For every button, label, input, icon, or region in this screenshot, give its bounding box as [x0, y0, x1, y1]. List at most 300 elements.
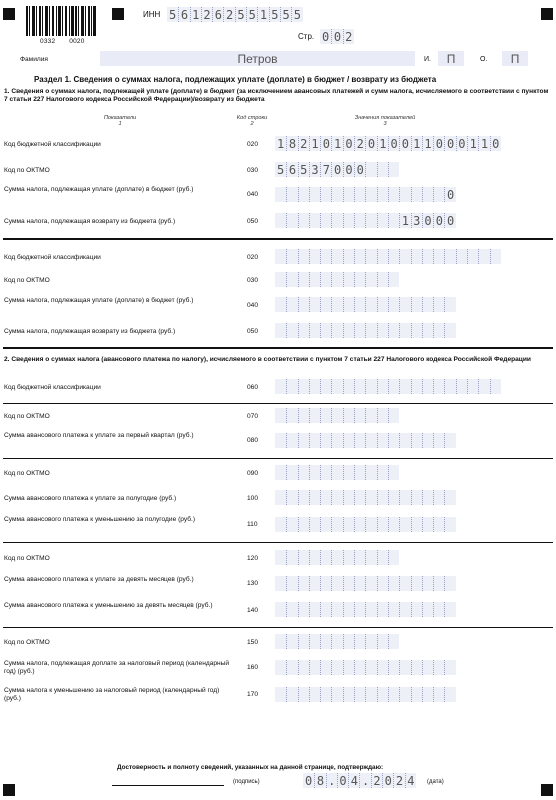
inn-field-cell: 5 — [169, 7, 177, 22]
tax-refund-field-2-cell — [331, 323, 342, 338]
s2-year-reduction-field-cell — [331, 687, 342, 702]
s2-oktmo-090-field-cell — [286, 465, 297, 480]
oktmo-field-cell — [365, 162, 376, 177]
s1b2-row-040-code: 040 — [247, 302, 259, 309]
s2-year-surcharge-field-cell — [286, 660, 297, 675]
section2-subtitle: 2. Сведения о суммах налога (авансового платежа по налогу), исчисляемого в соответствии с пунктом 7 статьи 227 Налогового кодекса Российской Федерации — [4, 356, 531, 363]
s2-9m-advance-field-cell — [433, 576, 444, 591]
s2-9m-advance-field-cell — [399, 576, 410, 591]
s2-row-090-code: 090 — [247, 470, 259, 477]
oktmo-field-2-cell — [354, 272, 365, 287]
oktmo-field[interactable] — [275, 162, 399, 177]
inn-field-cell: 5 — [246, 7, 257, 22]
s2-9m-advance-field-cell — [286, 576, 297, 591]
signature-line[interactable] — [112, 785, 224, 786]
surname-field[interactable]: Петров — [100, 51, 415, 66]
kbk-field-cell: 1 — [422, 136, 433, 151]
initial-i-field[interactable]: П — [438, 51, 464, 66]
tax-refund-field-2-cell — [365, 323, 376, 338]
s2-q1-advance-field-cell — [286, 433, 297, 448]
oktmo-field-cell — [377, 162, 388, 177]
tax-payable-field-cell — [275, 187, 286, 202]
s1b1-row-050-code: 050 — [247, 218, 259, 225]
s2-kbk-field-cell — [309, 379, 320, 394]
kbk-field-cell: 8 — [286, 136, 297, 151]
s2-oktmo-120-field-cell — [309, 550, 320, 565]
s2-oktmo-150-field-cell — [388, 634, 399, 649]
date-label: (дата) — [427, 779, 444, 785]
s2-oktmo-070-field-cell — [331, 408, 342, 423]
date-field[interactable] — [303, 773, 416, 788]
tax-refund-field-cell — [388, 213, 399, 228]
oktmo-field-2-cell — [309, 272, 320, 287]
tax-refund-field-2-cell — [444, 323, 455, 338]
s2-row-080-label: Сумма авансового платежа к уплате за первый квартал (руб.) — [4, 432, 194, 439]
s2-h1-reduction-field-cell — [377, 517, 388, 532]
s2-9m-reduction-field-cell — [298, 602, 309, 617]
s2-oktmo-070-field[interactable] — [275, 408, 399, 423]
s2-9m-advance-field-cell — [388, 576, 399, 591]
tax-refund-field-2-cell — [275, 323, 286, 338]
barcode-numbers — [40, 38, 99, 45]
date-field-cell: 0 — [337, 773, 348, 788]
s2-kbk-field-cell — [377, 379, 388, 394]
s2-h1-reduction-field-cell — [286, 517, 297, 532]
s2-9m-advance-field-cell — [377, 576, 388, 591]
s2-row-150-label: Код по ОКТМО — [4, 639, 50, 646]
col-header-line-code: Код строки 2 — [236, 115, 268, 127]
s2-year-surcharge-field-cell — [399, 660, 410, 675]
s2-kbk-field-cell — [422, 379, 433, 394]
kbk-field-2-cell — [365, 249, 376, 264]
tax-payable-field-2-cell — [309, 297, 320, 312]
s2-9m-advance-field-cell — [411, 576, 422, 591]
s2-oktmo-150-field-cell — [377, 634, 388, 649]
s2-h1-reduction-field[interactable] — [275, 517, 456, 532]
tax-refund-field-cell: 0 — [422, 213, 433, 228]
tax-refund-field-2-cell — [309, 323, 320, 338]
s2-oktmo-070-field-cell — [286, 408, 297, 423]
kbk-field-2-cell — [343, 249, 354, 264]
s2-row-140-code: 140 — [247, 607, 259, 614]
s2-9m-advance-field-cell — [365, 576, 376, 591]
s1b2-row-050-label: Сумма налога, подлежащая возврату из бюджета (руб.) — [4, 328, 176, 335]
tax-payable-field-cell — [388, 187, 399, 202]
tax-payable-field-2[interactable] — [275, 297, 456, 312]
tax-payable-field-2-cell — [422, 297, 433, 312]
s2-oktmo-150-field[interactable] — [275, 634, 399, 649]
s2-h1-reduction-field-cell — [422, 517, 433, 532]
s2-row-070-code: 070 — [247, 413, 259, 420]
s2-9m-reduction-field-cell — [365, 602, 376, 617]
s2-h1-reduction-field-cell — [399, 517, 410, 532]
s2-divider-4 — [3, 627, 553, 628]
s2-row-130-code: 130 — [247, 580, 259, 587]
tax-refund-field-cell — [320, 213, 331, 228]
s2-year-reduction-field[interactable] — [275, 687, 456, 702]
s2-h1-reduction-field-cell — [331, 517, 342, 532]
kbk-field-2-cell — [456, 249, 467, 264]
s2-row-140-label: Сумма авансового платежа к уменьшению за девять месяцев (руб.) — [4, 602, 213, 609]
kbk-field-2-cell — [320, 249, 331, 264]
s2-oktmo-090-field-cell — [320, 465, 331, 480]
s2-row-070-label: Код по ОКТМО — [4, 413, 50, 420]
s2-kbk-field-cell — [467, 379, 478, 394]
kbk-field-2-cell — [422, 249, 433, 264]
s2-year-reduction-field-cell — [444, 687, 455, 702]
s2-q1-advance-field-cell — [320, 433, 331, 448]
s2-oktmo-120-field-cell — [354, 550, 365, 565]
s2-kbk-field-cell — [354, 379, 365, 394]
s2-h1-advance-field-cell — [399, 490, 410, 505]
initial-i-label: И. — [424, 56, 431, 63]
barcode-right-number: 0020 — [69, 38, 85, 45]
s2-oktmo-090-field-cell — [365, 465, 376, 480]
kbk-field[interactable] — [275, 136, 501, 151]
s2-year-surcharge-field-cell — [320, 660, 331, 675]
oktmo-field-2-cell — [298, 272, 309, 287]
s2-year-surcharge-field-cell — [388, 660, 399, 675]
kbk-field-cell: 1 — [467, 136, 478, 151]
kbk-field-2[interactable] — [275, 249, 501, 264]
s2-9m-advance-field[interactable] — [275, 576, 456, 591]
s2-oktmo-090-field[interactable] — [275, 465, 399, 480]
tax-refund-field-2-cell — [411, 323, 422, 338]
tax-refund-field-cell — [309, 213, 320, 228]
s2-row-150-code: 150 — [247, 639, 259, 646]
kbk-field-cell: 2 — [354, 136, 365, 151]
kbk-field-cell: 1 — [331, 136, 342, 151]
section1-subtitle: 1. Сведения о суммах налога, подлежащей уплате (доплате) в бюджет (за исключением авансовых платежей и сумм налога, исчисляемого в соответствии с пунктом 7 статьи 227 Налогового кодекса Российской Федерации)/возврату из бюджета — [4, 88, 549, 103]
s2-row-080-code: 080 — [247, 437, 259, 444]
tax-payable-field-2-cell — [298, 297, 309, 312]
initial-o-label: О. — [480, 56, 488, 63]
s2-year-reduction-field-cell — [343, 687, 354, 702]
s2-year-reduction-field-cell — [377, 687, 388, 702]
kbk-field-2-cell — [388, 249, 399, 264]
s2-q1-advance-field-cell — [433, 433, 444, 448]
tax-payable-field-cell — [331, 187, 342, 202]
s2-kbk-field-cell — [286, 379, 297, 394]
s2-row-160-label: Сумма налога, подлежащая доплате за налоговый период (календарный год) (руб.) — [4, 660, 230, 675]
tax-payable-field-cell — [343, 187, 354, 202]
s1b2-row-020-code: 020 — [247, 254, 259, 261]
s2-oktmo-090-field-cell — [331, 465, 342, 480]
s2-oktmo-090-field-cell — [354, 465, 365, 480]
corner-marker-top-left — [3, 8, 15, 20]
tax-payable-field-cell — [377, 187, 388, 202]
tax-payable-field-cell — [399, 187, 410, 202]
corner-marker-bottom-right — [541, 784, 553, 796]
tax-refund-field-cell — [354, 213, 365, 228]
tax-payable-field-cell — [365, 187, 376, 202]
s2-oktmo-150-field-cell — [275, 634, 286, 649]
tax-refund-field-cell — [343, 213, 354, 228]
oktmo-field-cell: 3 — [309, 162, 320, 177]
s2-9m-reduction-field-cell — [411, 602, 422, 617]
kbk-field-cell: 0 — [388, 136, 399, 151]
s2-9m-reduction-field-cell — [275, 602, 286, 617]
date-field-cell: 0 — [382, 773, 393, 788]
tax-payable-field-2-cell — [365, 297, 376, 312]
s2-year-surcharge-field-cell — [377, 660, 388, 675]
s2-oktmo-090-field-cell — [298, 465, 309, 480]
s2-row-120-label: Код по ОКТМО — [4, 555, 50, 562]
s2-h1-advance-field-cell — [411, 490, 422, 505]
oktmo-field-cell: 6 — [286, 162, 297, 177]
tax-payable-field-2-cell — [275, 297, 286, 312]
s2-oktmo-090-field-cell — [343, 465, 354, 480]
s2-q1-advance-field-cell — [331, 433, 342, 448]
s2-divider-2 — [3, 458, 553, 459]
inn-field[interactable] — [167, 7, 303, 22]
oktmo-field-2-cell — [320, 272, 331, 287]
s2-year-reduction-field-cell — [298, 687, 309, 702]
s2-h1-advance-field-cell — [433, 490, 444, 505]
s2-q1-advance-field-cell — [275, 433, 286, 448]
oktmo-field-cell — [388, 162, 399, 177]
oktmo-field-cell: 0 — [331, 162, 342, 177]
tax-payable-field-2-cell — [320, 297, 331, 312]
s2-year-reduction-field-cell — [399, 687, 410, 702]
tax-payable-field-cell — [433, 187, 444, 202]
s2-divider-3 — [3, 542, 553, 543]
s2-oktmo-150-field-cell — [309, 634, 320, 649]
tax-refund-field-cell: 3 — [411, 213, 422, 228]
s2-row-060-label: Код бюджетной классификации — [4, 384, 101, 391]
s2-h1-reduction-field-cell — [433, 517, 444, 532]
page-number-field-cell: 0 — [322, 29, 330, 44]
s2-oktmo-070-field-cell — [354, 408, 365, 423]
s2-kbk-field[interactable] — [275, 379, 501, 394]
s1b1-row-030-label: Код по ОКТМО — [4, 167, 50, 174]
s2-row-130-label: Сумма авансового платежа к уплате за девять месяцев (руб.) — [4, 576, 194, 583]
s2-row-120-code: 120 — [247, 555, 259, 562]
s2-h1-advance-field-cell — [422, 490, 433, 505]
s2-kbk-field-cell — [411, 379, 422, 394]
s2-9m-reduction-field-cell — [444, 602, 455, 617]
s2-h1-reduction-field-cell — [320, 517, 331, 532]
s2-oktmo-150-field-cell — [331, 634, 342, 649]
s2-year-surcharge-field-cell — [422, 660, 433, 675]
tax-refund-field-cell — [286, 213, 297, 228]
s2-kbk-field-cell — [320, 379, 331, 394]
s1b2-row-030-code: 030 — [247, 277, 259, 284]
tax-refund-field-2-cell — [422, 323, 433, 338]
initial-o-field[interactable]: П — [502, 51, 528, 66]
kbk-field-cell: 1 — [411, 136, 422, 151]
s2-oktmo-120-field-cell — [365, 550, 376, 565]
kbk-field-2-cell — [478, 249, 489, 264]
s2-9m-advance-field-cell — [298, 576, 309, 591]
s2-oktmo-070-field-cell — [388, 408, 399, 423]
s2-oktmo-070-field-cell — [377, 408, 388, 423]
kbk-field-2-cell — [298, 249, 309, 264]
s2-oktmo-120-field-cell — [377, 550, 388, 565]
s2-h1-reduction-field-cell — [298, 517, 309, 532]
s2-h1-reduction-field-cell — [411, 517, 422, 532]
tax-payable-field-2-cell — [354, 297, 365, 312]
s2-h1-advance-field-cell — [275, 490, 286, 505]
tax-refund-field-2-cell — [433, 323, 444, 338]
s2-oktmo-120-field[interactable] — [275, 550, 399, 565]
tax-payable-field-2-cell — [399, 297, 410, 312]
kbk-field-2-cell — [331, 249, 342, 264]
signature-label: (подпись) — [233, 779, 260, 785]
s2-row-100-label: Сумма авансового платежа к уплате за полугодие (руб.) — [4, 495, 177, 502]
s2-9m-reduction-field[interactable] — [275, 602, 456, 617]
tax-refund-field[interactable] — [275, 213, 456, 228]
kbk-field-cell: 1 — [277, 136, 285, 151]
s1b2-row-030-label: Код по ОКТМО — [4, 277, 50, 284]
date-field-cell: 8 — [314, 773, 325, 788]
s2-h1-advance-field[interactable] — [275, 490, 456, 505]
s2-9m-reduction-field-cell — [286, 602, 297, 617]
s2-oktmo-150-field-cell — [343, 634, 354, 649]
tax-refund-field-2-cell — [354, 323, 365, 338]
kbk-field-2-cell — [490, 249, 501, 264]
s2-h1-reduction-field-cell — [343, 517, 354, 532]
s2-q1-advance-field[interactable] — [275, 433, 456, 448]
kbk-field-2-cell — [444, 249, 455, 264]
s2-oktmo-070-field-cell — [298, 408, 309, 423]
s2-row-170-label: Сумма налога к уменьшению за налоговый период (календарный год) (руб.) — [4, 687, 220, 702]
s2-row-100-code: 100 — [247, 495, 259, 502]
s2-kbk-field-cell — [365, 379, 376, 394]
kbk-field-cell: 0 — [320, 136, 331, 151]
inn-field-cell: 5 — [280, 7, 291, 22]
s2-row-060-code: 060 — [247, 384, 259, 391]
oktmo-field-2[interactable] — [275, 272, 399, 287]
page-number-field[interactable] — [320, 29, 354, 44]
tax-refund-field-2-cell — [298, 323, 309, 338]
s2-year-reduction-field-cell — [320, 687, 331, 702]
s2-year-reduction-field-cell — [365, 687, 376, 702]
tax-payable-field-2-cell — [411, 297, 422, 312]
kbk-field-cell: 0 — [444, 136, 455, 151]
s2-9m-reduction-field-cell — [343, 602, 354, 617]
kbk-field-cell: 0 — [490, 136, 501, 151]
s2-9m-reduction-field-cell — [320, 602, 331, 617]
tax-payable-field-2-cell — [388, 297, 399, 312]
tax-refund-field-cell — [377, 213, 388, 228]
tax-payable-field-cell — [320, 187, 331, 202]
s2-kbk-field-cell — [298, 379, 309, 394]
tax-payable-field-cell — [309, 187, 320, 202]
s2-h1-advance-field-cell — [444, 490, 455, 505]
s2-h1-advance-field-cell — [354, 490, 365, 505]
s2-oktmo-120-field-cell — [275, 550, 286, 565]
s2-9m-advance-field-cell — [309, 576, 320, 591]
s2-h1-advance-field-cell — [388, 490, 399, 505]
s2-oktmo-150-field-cell — [298, 634, 309, 649]
inn-field-cell: 2 — [223, 7, 234, 22]
s2-oktmo-070-field-cell — [343, 408, 354, 423]
kbk-field-2-cell — [286, 249, 297, 264]
kbk-field-2-cell — [411, 249, 422, 264]
s2-h1-advance-field-cell — [365, 490, 376, 505]
s2-q1-advance-field-cell — [388, 433, 399, 448]
s2-year-reduction-field-cell — [388, 687, 399, 702]
tax-payable-field-2-cell — [286, 297, 297, 312]
s2-q1-advance-field-cell — [411, 433, 422, 448]
s2-oktmo-070-field-cell — [309, 408, 320, 423]
tax-refund-field-cell — [365, 213, 376, 228]
s2-h1-reduction-field-cell — [388, 517, 399, 532]
s2-year-surcharge-field[interactable] — [275, 660, 456, 675]
tax-payable-field-2-cell — [444, 297, 455, 312]
s2-row-110-label: Сумма авансового платежа к уменьшению за полугодие (руб.) — [4, 516, 196, 523]
s2-year-surcharge-field-cell — [433, 660, 444, 675]
s2-oktmo-120-field-cell — [343, 550, 354, 565]
corner-marker-top-center — [112, 8, 124, 20]
s2-row-160-code: 160 — [247, 664, 259, 671]
barcode — [26, 6, 96, 36]
s2-year-reduction-field-cell — [433, 687, 444, 702]
tax-payable-field[interactable] — [275, 187, 456, 202]
tax-refund-field-cell — [298, 213, 309, 228]
s2-year-surcharge-field-cell — [411, 660, 422, 675]
s2-oktmo-150-field-cell — [320, 634, 331, 649]
kbk-field-2-cell — [377, 249, 388, 264]
s2-year-surcharge-field-cell — [343, 660, 354, 675]
s2-h1-advance-field-cell — [309, 490, 320, 505]
date-field-cell: . — [359, 773, 370, 788]
s2-9m-reduction-field-cell — [354, 602, 365, 617]
s2-year-reduction-field-cell — [286, 687, 297, 702]
s2-h1-reduction-field-cell — [444, 517, 455, 532]
s2-9m-advance-field-cell — [320, 576, 331, 591]
s2-9m-advance-field-cell — [275, 576, 286, 591]
s2-9m-reduction-field-cell — [388, 602, 399, 617]
page-label: Стр. — [298, 32, 315, 41]
tax-payable-field-cell — [298, 187, 309, 202]
s2-year-surcharge-field-cell — [444, 660, 455, 675]
surname-label: Фамилия — [20, 56, 48, 63]
tax-refund-field-cell — [275, 213, 286, 228]
s2-h1-reduction-field-cell — [275, 517, 286, 532]
kbk-field-2-cell — [399, 249, 410, 264]
s2-kbk-field-cell — [478, 379, 489, 394]
s2-q1-advance-field-cell — [309, 433, 320, 448]
s2-h1-advance-field-cell — [298, 490, 309, 505]
tax-refund-field-2-cell — [388, 323, 399, 338]
s2-oktmo-090-field-cell — [309, 465, 320, 480]
s2-h1-advance-field-cell — [343, 490, 354, 505]
s2-oktmo-120-field-cell — [388, 550, 399, 565]
kbk-field-2-cell — [433, 249, 444, 264]
s1b2-row-040-label: Сумма налога, подлежащая уплате (доплате) в бюджет (руб.) — [4, 297, 194, 304]
s2-h1-advance-field-cell — [320, 490, 331, 505]
s2-oktmo-120-field-cell — [286, 550, 297, 565]
tax-refund-field-2[interactable] — [275, 323, 456, 338]
s2-h1-advance-field-cell — [286, 490, 297, 505]
oktmo-field-2-cell — [286, 272, 297, 287]
oktmo-field-2-cell — [331, 272, 342, 287]
tax-refund-field-2-cell — [320, 323, 331, 338]
corner-marker-top-right — [541, 8, 553, 20]
s2-kbk-field-cell — [275, 379, 286, 394]
tax-refund-field-cell: 0 — [433, 213, 444, 228]
tax-refund-field-2-cell — [399, 323, 410, 338]
s1b1-row-020-code: 020 — [247, 141, 259, 148]
tax-payable-field-cell — [422, 187, 433, 202]
s2-9m-advance-field-cell — [444, 576, 455, 591]
s2-kbk-field-cell — [399, 379, 410, 394]
tax-payable-field-2-cell — [331, 297, 342, 312]
s2-oktmo-150-field-cell — [354, 634, 365, 649]
s2-kbk-field-cell — [490, 379, 501, 394]
